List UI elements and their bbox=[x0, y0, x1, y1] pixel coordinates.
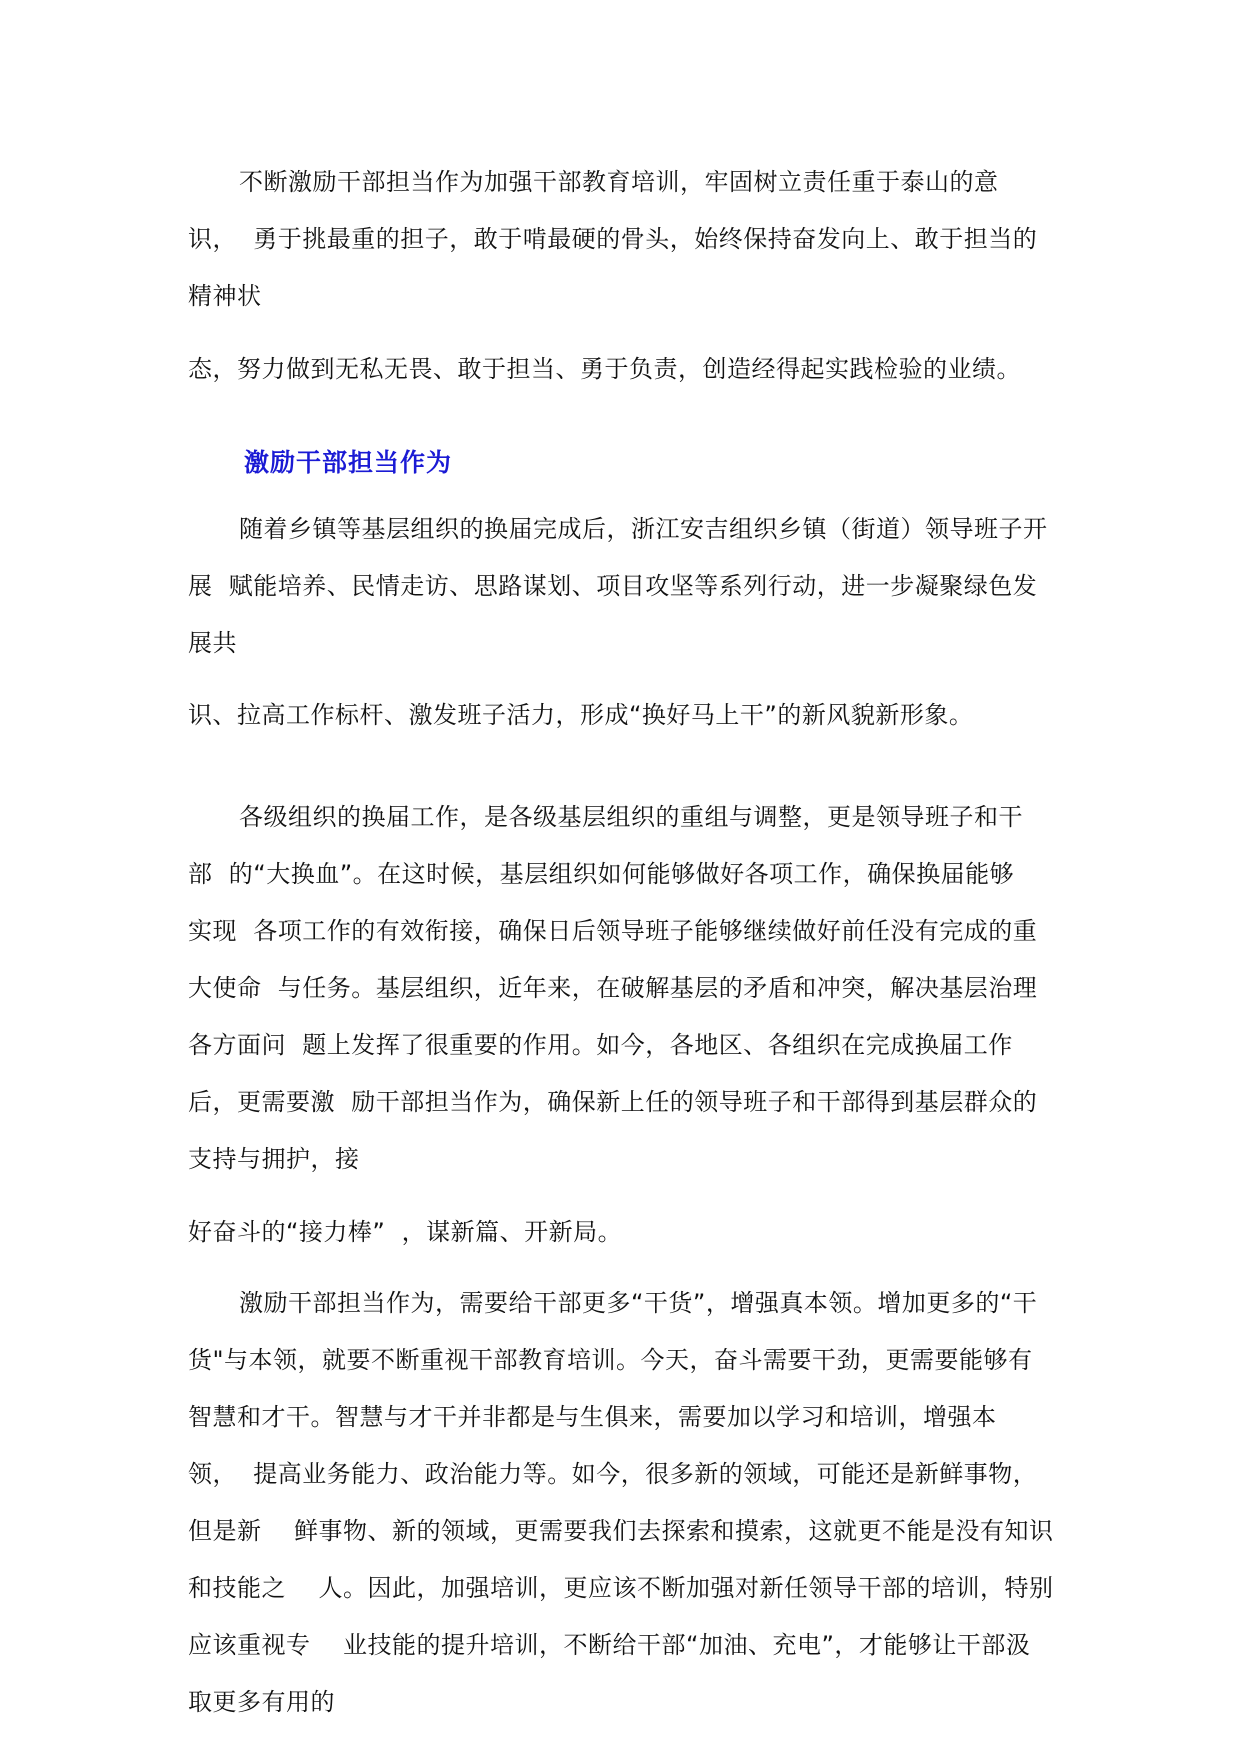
paragraph-4-line-6: 和技能之 人。因此，加强培训，更应该不断加强对新任领导干部的培训，特别 bbox=[188, 1574, 1054, 1602]
paragraph-2-line-3: 展共 bbox=[188, 629, 237, 657]
paragraph-1-line-3: 精神状 bbox=[188, 282, 262, 310]
paragraph-4-line-1: 激励干部担当作为，需要给干部更多“干货”，增强真本领。增加更多的“干 bbox=[239, 1289, 1038, 1317]
paragraph-3-line-2: 部 的“大换血”。在这时候，基层组织如何能够做好各项工作，确保换届能够 bbox=[188, 860, 1015, 888]
paragraph-3-line-3: 实现 各项工作的有效衔接，确保日后领导班子能够继续做好前任没有完成的重 bbox=[188, 917, 1038, 945]
paragraph-2-line-4: 识、拉高工作标杆、激发班子活力，形成“换好马上干”的新风貌新形象。 bbox=[188, 701, 974, 729]
paragraph-4-line-4: 领， 提高业务能力、政治能力等。如今，很多新的领域，可能还是新鲜事物， bbox=[188, 1460, 1038, 1488]
paragraph-4-line-5: 但是新 鲜事物、新的领域，更需要我们去探索和摸索，这就更不能是没有知识 bbox=[188, 1517, 1054, 1545]
paragraph-3-line-8: 好奋斗的“接力棒” ，谋新篇、开新局。 bbox=[188, 1218, 623, 1246]
paragraph-3-line-7: 支持与拥护，接 bbox=[188, 1145, 360, 1173]
paragraph-4-line-8: 取更多有用的 bbox=[188, 1688, 335, 1716]
section-heading: 激励干部担当作为 bbox=[244, 448, 453, 477]
paragraph-1-line-1: 不断激励干部担当作为加强干部教育培训，牢固树立责任重于泰山的意 bbox=[239, 168, 999, 196]
paragraph-4-line-7: 应该重视专 业技能的提升培训，不断给干部“加油、充电”，才能够让干部汲 bbox=[188, 1631, 1031, 1659]
paragraph-4-line-2: 货"与本领，就要不断重视干部教育培训。今天，奋斗需要干劲，更需要能够有 bbox=[188, 1346, 1033, 1374]
paragraph-1-line-4: 态，努力做到无私无畏、敢于担当、勇于负责，创造经得起实践检验的业绩。 bbox=[188, 355, 1021, 383]
paragraph-3-line-1: 各级组织的换届工作，是各级基层组织的重组与调整，更是领导班子和干 bbox=[239, 803, 1023, 831]
paragraph-3-line-6: 后，更需要激 励干部担当作为，确保新上任的领导班子和干部得到基层群众的 bbox=[188, 1088, 1038, 1116]
paragraph-3-line-4: 大使命 与任务。基层组织，近年来，在破解基层的矛盾和冲突，解决基层治理 bbox=[188, 974, 1038, 1002]
paragraph-4-line-3: 智慧和才干。智慧与才干并非都是与生俱来，需要加以学习和培训，增强本 bbox=[188, 1403, 997, 1431]
paragraph-2-line-2: 展 赋能培养、民情走访、思路谋划、项目攻坚等系列行动，进一步凝聚绿色发 bbox=[188, 572, 1038, 600]
paragraph-3-line-5: 各方面问 题上发挥了很重要的作用。如今，各地区、各组织在完成换届工作 bbox=[188, 1031, 1013, 1059]
paragraph-1-line-2: 识， 勇于挑最重的担子，敢于啃最硬的骨头，始终保持奋发向上、敢于担当的 bbox=[188, 225, 1038, 253]
paragraph-2-line-1: 随着乡镇等基层组织的换届完成后，浙江安吉组织乡镇（街道）领导班子开 bbox=[239, 515, 1048, 543]
